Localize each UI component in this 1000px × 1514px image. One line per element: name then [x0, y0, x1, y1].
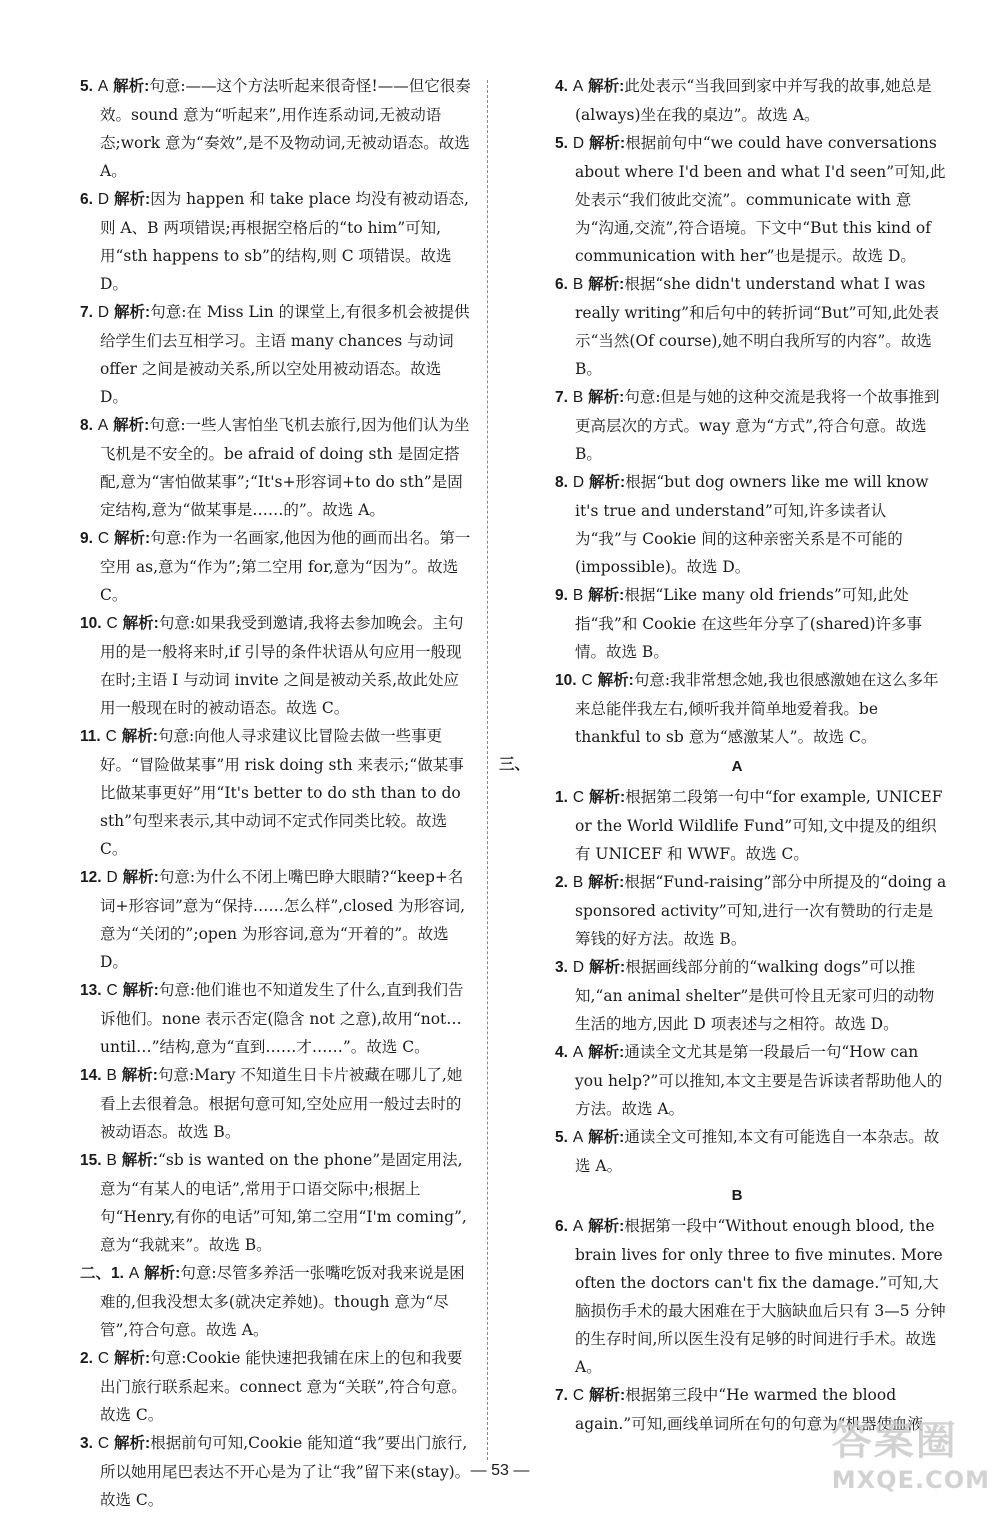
- answer-item: [52, 722, 472, 863]
- analysis-label: 解析:: [588, 587, 625, 604]
- answer-item: [527, 383, 947, 468]
- watermark-url: MXQE.COM: [831, 1466, 990, 1494]
- item-number: 1.: [111, 1265, 124, 1282]
- analysis-label: 解析:: [588, 1044, 625, 1061]
- item-number: 4.: [555, 1044, 568, 1061]
- item-number: 1.: [555, 789, 568, 806]
- item-answer: D: [97, 304, 110, 321]
- item-answer: B: [572, 874, 584, 891]
- item-answer: C: [97, 530, 110, 547]
- subsection-heading: A: [731, 758, 743, 775]
- answer-item: [52, 1061, 472, 1146]
- item-text: 句意:Cookie 能快速把我铺在床上的包和我要出门旅行联系起来。connect 意为“关联”,符合句意。故选 C。: [100, 1349, 467, 1424]
- analysis-label: 解析:: [114, 530, 151, 547]
- item-text: 根据“she didn't understand what I was really writing”和后句中的转折词“But”可知,此处表示“当然(Of course),她不明白我所写的内容”。故选 B。: [575, 275, 939, 378]
- item-number: 5.: [80, 78, 93, 95]
- item-text: 通读全文尤其是第一段最后一句“How can you help?”可以推知,本文主要是告诉读者帮助他人的方法。故选 A。: [575, 1043, 943, 1118]
- analysis-label: 解析:: [114, 1435, 151, 1452]
- item-number: 2.: [555, 874, 568, 891]
- answer-item: [52, 1146, 472, 1259]
- item-answer: C: [572, 1387, 585, 1404]
- item-text: 句意:在 Miss Lin 的课堂上,有很多机会被提供给学生们去互相学习。主语 many chances 与动词 offer 之间是被动关系,所以空处用被动语态。故选 D。: [100, 303, 470, 406]
- answer-item: [527, 953, 947, 1038]
- item-number: 9.: [80, 530, 93, 547]
- answer-item: [527, 270, 947, 383]
- item-answer: D: [572, 474, 585, 491]
- item-number: 6.: [555, 1218, 568, 1235]
- item-number: 5.: [555, 135, 568, 152]
- watermark-title: 答案圈: [831, 1418, 958, 1464]
- item-text: 根据画线部分前的“walking dogs”可以推知,“an animal shelter”是供可怜且无家可归的动物生活的地方,因此 D 项表述与之相符。故选 D。: [575, 958, 935, 1033]
- item-answer: D: [97, 191, 110, 208]
- item-answer: A: [572, 1129, 584, 1146]
- analysis-label: 解析:: [114, 191, 151, 208]
- item-text: 句意:尽管多养活一张嘴吃饭对我来说是困难的,但我没想太多(就决定养她)。though 意为“尽管”,符合句意。故选 A。: [100, 1264, 465, 1339]
- item-number: 10.: [555, 672, 577, 689]
- item-answer: A: [572, 1044, 584, 1061]
- analysis-label: 解析:: [113, 417, 150, 434]
- item-number: 13.: [80, 982, 102, 999]
- analysis-label: 解析:: [114, 1350, 151, 1367]
- item-number: 8.: [555, 474, 568, 491]
- answer-item: [52, 863, 472, 976]
- item-text: 根据前句中“we could have conversations about where I'd been and what I'd seen”可知,此处表示“我们彼此交流”。communicate with 意为“沟通,交流”,符合语境。下文中“But this kind of communication with her”也是提示。故选 D。: [575, 134, 946, 265]
- item-text: 因为 happen 和 take place 均没有被动语态,则 A、B 两项错误;再根据空格后的“to him”可知,用“sth happens to sb”的结构,则 C 项错误。故选 D。: [100, 190, 469, 293]
- item-text: 根据“Fund-raising”部分中所提及的“doing a sponsored activity”可知,进行一次有赞助的行走是筹钱的好方法。故选 B。: [575, 873, 947, 948]
- item-answer: C: [106, 982, 118, 999]
- analysis-label: 解析:: [588, 389, 625, 406]
- answer-item: [527, 868, 947, 953]
- item-number: 7.: [555, 1387, 568, 1404]
- item-text: 句意:Mary 不知道生日卡片被藏在哪儿了,她看上去很着急。根据句意可知,空处应用一般过去时的被动语态。故选 B。: [100, 1066, 463, 1141]
- item-answer: B: [106, 1067, 117, 1084]
- analysis-label: 解析:: [588, 1218, 625, 1235]
- left-column: [52, 72, 472, 1514]
- analysis-label: 解析:: [114, 304, 151, 321]
- watermark-logo: [832, 1409, 990, 1494]
- item-answer: A: [128, 1265, 140, 1282]
- item-text: 句意:作为一名画家,他因为他的画而出名。第一空用 as,意为“作为”;第二空用 for,意为“因为”。故选 C。: [100, 529, 471, 604]
- item-number: 14.: [80, 1067, 102, 1084]
- item-number: 6.: [555, 276, 568, 293]
- answer-item: [527, 1123, 947, 1180]
- analysis-label: 解析:: [589, 959, 626, 976]
- analysis-label: 解析:: [122, 615, 159, 632]
- item-answer: D: [572, 959, 585, 976]
- analysis-label: 解析:: [121, 1067, 158, 1084]
- item-answer: A: [97, 78, 109, 95]
- answer-item: [527, 1038, 947, 1123]
- analysis-label: 解析:: [589, 135, 626, 152]
- answer-item: [52, 298, 472, 411]
- item-text: 根据第一段中“Without enough blood, the brain lives for only three to five minutes. More often the doctors can't fix the damage.”可知,大脑损伤手术的最大困难在于大脑缺血后只有 3—5 分钟的生存时间,所以医生没有足够的时间进行手术。故选 A。: [575, 1217, 946, 1376]
- item-text: 句意:但是与她的这种交流是我将一个故事推到更高层次的方式。way 意为“方式”,符合句意。故选 B。: [575, 388, 940, 463]
- item-text: 句意:一些人害怕坐飞机去旅行,因为他们认为坐飞机是不安全的。be afraid of doing sth 是固定搭配,意为“害怕做某事”;“It's+形容词+to do sth”是固定结构,意为“做某事是……的”。故选 A。: [100, 416, 470, 519]
- answer-item: [527, 666, 947, 751]
- item-answer: C: [581, 672, 593, 689]
- item-number: 8.: [80, 417, 93, 434]
- item-number: 6.: [80, 191, 93, 208]
- answer-item: [52, 72, 472, 185]
- item-text: 根据“Like many old friends”可知,此处指“我”和 Cookie 在这些年分享了(shared)许多事情。故选 B。: [575, 586, 923, 661]
- item-text: 根据“but dog owners like me will know it's true and understand”可知,许多读者认为“我”与 Cookie 间的这种亲密关系是不可能的(impossible)。故选 D。: [575, 473, 929, 576]
- item-answer: B: [106, 1152, 117, 1169]
- item-number: 5.: [555, 1129, 568, 1146]
- answer-item: [52, 1259, 472, 1344]
- item-answer: A: [572, 78, 584, 95]
- item-number: 9.: [555, 587, 568, 604]
- item-number: 3.: [555, 959, 568, 976]
- analysis-label: 解析:: [113, 78, 150, 95]
- item-text: 句意:向他人寻求建议比冒险去做一些事更好。“冒险做某事”用 risk doing sth 来表示;“做某事比做某事更好”用“It's better to do sth than to do sth”句型来表示,其中动词不定式作同类比较。故选 C。: [100, 727, 464, 858]
- item-number: 4.: [555, 78, 568, 95]
- right-column: 4. A 解析:此处表示“当我回到家中并写我的故事,她总是(always)坐在我的桌边”。故选 A。 5. D 解析:根据前句中“we could have conversations about where I'd been and what I'd seen”可知,此处表示“我们彼此交流”。communicate with 意为“沟通,交流”,符合语境。下文中“But this kind of communication with her”也是提示。故选 D。 6. B 解析:根据“she didn't understand what I was really writing”和后句中的转折词“But”可知,此处表示“当然(Of course),她不明白我所写的内容”。故选 B。 7. B 解析:句意:但是与她的这种交流是我将一个故事推到更高层次的方式。way 意为“方式”,符合句意。故选 B。 8. D 解析:根据“but dog owners like me will know it's true and understand”可知,许多读者认为“我”与 Cookie 间的这种亲密关系是不可能的(impossible)。故选 D。 9. B 解析:根据“Like many old friends”可知,此处指“我”和 Cookie 在这些年分享了(shared)许多事情。故选 B。 10. C 解析:句意:我非常想念她,我也很感激她在这么多年来总能伴我左右,倾听我并简单地爱着我。be thankful to sb 意为“感激某人”。故选 C。 三、 A 1. C 解析:根据第二段第一句中“for example, UNICEF or the World Wildlife Fund”可知,文中提及的组织有 UNICEF 和 WWF。故选 C。 2. B 解析:根据“Fund-raising”部分中所提及的“doing a sponsored activity”可知,进行一次有赞助的行走是筹钱的好方法。故选 B。 3. D 解析:根据画线部分前的“walking dogs”可以推知,“an animal shelter”是供可怜且无家可归的动物生活的地方,因此 D 项表述与之相符。故选 D。 4. A 解析:通读全文尤其是第一段最后一句“How can you help?”可以推知,本文主要是告诉读者帮助他人的方法。故选 A。 5. A 解析:通读全文可推知,本文有可能选自一本杂志。故选 A。 B 6. A 解析:根据第一段中“Without enough blood, the brain lives for only three to five minutes. More often the doctors can't fix the damage.”可知,大脑损伤手术的最大困难在于大脑缺血后只有 3—5 分钟的生存时间,所以医生没有足够的时间进行手术。故选 A。 7. C 解析:根据第三段中“He warmed the blood again.”可知,画线单词所在句的句意为“机器使血液: [527, 72, 947, 1438]
- subsection-heading: B: [731, 1187, 743, 1204]
- answer-item: [527, 468, 947, 581]
- analysis-label: 解析:: [589, 1387, 626, 1404]
- item-number: 12.: [80, 869, 102, 886]
- item-text: 此处表示“当我回到家中并写我的故事,她总是(always)坐在我的桌边”。故选 A。: [575, 77, 932, 124]
- item-text: 根据第二段第一句中“for example, UNICEF or the World Wildlife Fund”可知,文中提及的组织有 UNICEF 和 WWF。故选 C。: [575, 788, 943, 863]
- item-number: 2.: [80, 1350, 93, 1367]
- item-text: 句意:他们谁也不知道发生了什么,直到我们告诉他们。none 表示否定(隐含 not 之意),故用“not… until…”结构,意为“直到……才……”。故选 C。: [100, 981, 464, 1056]
- answer-item: [527, 1212, 947, 1381]
- page-number: — 53 —: [470, 1462, 530, 1479]
- item-answer: C: [106, 615, 118, 632]
- section-label: 二、: [80, 1265, 112, 1282]
- answer-item: [52, 609, 472, 722]
- analysis-label: 解析:: [122, 982, 159, 999]
- analysis-label: 解析:: [597, 672, 634, 689]
- analysis-label: 解析:: [122, 869, 159, 886]
- answer-item: [527, 72, 947, 129]
- item-answer: D: [572, 135, 585, 152]
- answer-item: [52, 185, 472, 298]
- answer-item: [52, 524, 472, 609]
- item-number: 7.: [555, 389, 568, 406]
- item-number: 10.: [80, 615, 102, 632]
- item-text: 通读全文可推知,本文有可能选自一本杂志。故选 A。: [575, 1128, 940, 1175]
- item-answer: C: [572, 789, 585, 806]
- analysis-label: 解析:: [121, 728, 158, 745]
- analysis-label: 解析:: [144, 1265, 181, 1282]
- item-answer: C: [97, 1435, 110, 1452]
- analysis-label: 解析:: [121, 1152, 158, 1169]
- answer-item: [527, 783, 947, 868]
- item-answer: B: [572, 276, 584, 293]
- analysis-label: 解析:: [588, 276, 625, 293]
- item-text: 句意:我非常想念她,我也很感激她在这么多年来总能伴我左右,倾听我并简单地爱着我。be thankful to sb 意为“感激某人”。故选 C。: [575, 671, 939, 746]
- item-number: 15.: [80, 1152, 102, 1169]
- item-text: 句意:——这个方法听起来很奇怪!——但它很奏效。sound 意为“听起来”,用作连系动词,无被动语态;work 意为“奏效”,是不及物动词,无被动语态。故选 A。: [100, 77, 471, 180]
- analysis-label: 解析:: [588, 1129, 625, 1146]
- analysis-label: 解析:: [588, 78, 625, 95]
- answer-item: [52, 976, 472, 1061]
- item-answer: A: [97, 417, 109, 434]
- item-text: 句意:如果我受到邀请,我将去参加晚会。主句用的是一般将来时,if 引导的条件状语从句应用一般现在时;主语 I 与动词 invite 之间是被动关系,故此处应用一般现在时的被动语态。故选 C。: [100, 614, 464, 717]
- item-answer: A: [572, 1218, 584, 1235]
- analysis-label: 解析:: [589, 474, 626, 491]
- item-answer: B: [572, 389, 584, 406]
- item-text: 句意:为什么不闭上嘴巴睁大眼睛?“keep+名词+形容词”意为“保持……怎么样”,closed 为形容词,意为“关闭的”;open 为形容词,意为“开着的”。故选 D。: [100, 868, 466, 971]
- item-text: 根据前句可知,Cookie 能知道“我”要出门旅行,所以她用尾巴表达不开心是为了让“我”留下来(stay)。故选 C。: [100, 1434, 471, 1509]
- item-answer: D: [106, 869, 118, 886]
- item-text: “sb is wanted on the phone”是固定用法,意为“有某人的电话”,常用于口语交际中;根据上句“Henry,有你的电话”可知,第二空用“I'm coming”,意为“我就来”。故选 B。: [100, 1151, 467, 1254]
- analysis-label: 解析:: [589, 789, 626, 806]
- analysis-label: 解析:: [588, 874, 625, 891]
- column-divider: [487, 80, 488, 1460]
- answer-item: [52, 411, 472, 524]
- item-number: 11.: [80, 728, 101, 745]
- item-text: 根据第三段中“He warmed the blood again.”可知,画线单词所在句的句意为“机器使血液: [575, 1386, 924, 1433]
- answer-item: [527, 581, 947, 666]
- item-answer: B: [572, 587, 584, 604]
- item-number: 3.: [80, 1435, 93, 1452]
- answer-item: [52, 1344, 472, 1429]
- item-answer: C: [105, 728, 117, 745]
- item-number: 7.: [80, 304, 93, 321]
- item-answer: C: [97, 1350, 110, 1367]
- answer-item: [527, 129, 947, 270]
